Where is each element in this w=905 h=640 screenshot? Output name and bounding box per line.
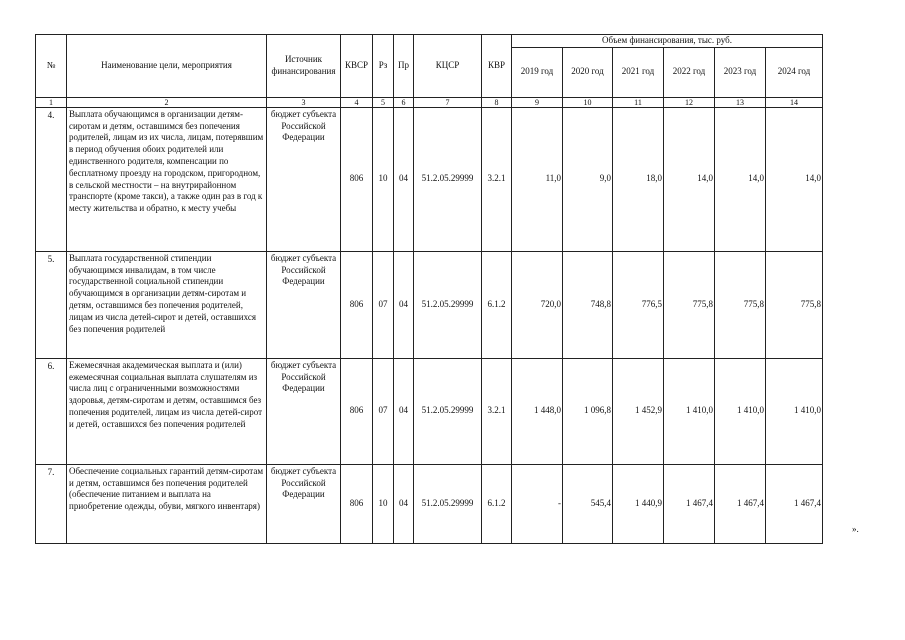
row-pr: 04 (394, 464, 414, 543)
closing-quote-mark: ». (852, 524, 859, 534)
row-name: Ежемесячная академическая выплата и (или) ежемесячная социальная выплата слушателям из числа лиц с ограниченными возможностями здоровья, детям-сиротам и детям, оставшимся без попечения родителей, лицам из числа детей-сирот и детей, оставшихся без попечения родителей (67, 358, 267, 464)
row-value-2024: 1 410,0 (766, 358, 823, 464)
row-value-2021: 1 440,9 (613, 464, 664, 543)
row-value-2023: 14,0 (715, 107, 766, 251)
header-kvsr: КВСР (341, 35, 373, 98)
header-funding-group: Объем финансирования, тыс. руб. (512, 35, 823, 48)
row-rz: 07 (373, 358, 394, 464)
row-value-2022: 14,0 (664, 107, 715, 251)
column-number: 13 (715, 97, 766, 107)
column-number: 11 (613, 97, 664, 107)
column-number: 3 (267, 97, 341, 107)
column-number: 1 (36, 97, 67, 107)
row-rz: 10 (373, 464, 394, 543)
funding-table-container (35, 34, 823, 544)
row-value-2020: 1 096,8 (563, 358, 613, 464)
column-number: 12 (664, 97, 715, 107)
row-value-2020: 748,8 (563, 251, 613, 358)
table-row (36, 358, 823, 464)
row-kcsr: 51.2.05.29999 (414, 464, 482, 543)
row-value-2021: 776,5 (613, 251, 664, 358)
header-pr: Пр (394, 35, 414, 98)
row-value-2023: 1 467,4 (715, 464, 766, 543)
table-row (36, 107, 823, 251)
row-kcsr: 51.2.05.29999 (414, 251, 482, 358)
row-source: бюджет субъекта Российской Федерации (267, 107, 341, 251)
row-kcsr: 51.2.05.29999 (414, 107, 482, 251)
row-value-2020: 545,4 (563, 464, 613, 543)
funding-table (35, 34, 823, 544)
header-source: Источник финансирования (267, 35, 341, 98)
column-number: 2 (67, 97, 267, 107)
column-number: 5 (373, 97, 394, 107)
row-pr: 04 (394, 251, 414, 358)
column-number: 4 (341, 97, 373, 107)
row-value-2024: 14,0 (766, 107, 823, 251)
column-number: 14 (766, 97, 823, 107)
row-number: 5. (36, 251, 67, 358)
row-source: бюджет субъекта Российской Федерации (267, 251, 341, 358)
row-number: 7. (36, 464, 67, 543)
row-number: 6. (36, 358, 67, 464)
row-value-2020: 9,0 (563, 107, 613, 251)
row-source: бюджет субъекта Российской Федерации (267, 464, 341, 543)
row-kvsr: 806 (341, 107, 373, 251)
header-year: 2020 год (563, 47, 613, 97)
row-number: 4. (36, 107, 67, 251)
header-kvr: КВР (482, 35, 512, 98)
header-year: 2021 год (613, 47, 664, 97)
column-number: 7 (414, 97, 482, 107)
row-value-2019: 1 448,0 (512, 358, 563, 464)
row-kvsr: 806 (341, 464, 373, 543)
row-kvr: 3.2.1 (482, 358, 512, 464)
row-value-2022: 1 467,4 (664, 464, 715, 543)
column-number: 10 (563, 97, 613, 107)
row-kvsr: 806 (341, 358, 373, 464)
row-pr: 04 (394, 107, 414, 251)
row-kvr: 6.1.2 (482, 251, 512, 358)
column-number: 8 (482, 97, 512, 107)
row-value-2021: 1 452,9 (613, 358, 664, 464)
row-kcsr: 51.2.05.29999 (414, 358, 482, 464)
header-name: Наименование цели, мероприятия (67, 35, 267, 98)
row-value-2021: 18,0 (613, 107, 664, 251)
header-kcsr: КЦСР (414, 35, 482, 98)
table-row (36, 251, 823, 358)
row-name: Выплата обучающимся в организации детям-сиротам и детям, оставшимся без попечения родителей, лицам из их числа, лицам, потерявшим в период обучения обоих родителей или единственного родителя, компенсации по бесплатному проезду на городском, пригородном, в сельской местности – на внутрирайонном транспорте (кроме такси), а также один раз в год к месту жительства и обратно, к месту учебы (67, 107, 267, 251)
row-name: Обеспечение социальных гарантий детям-сиротам и детям, оставшимся без попечения родителей (обеспечение питанием и выплата на приобретение одежды, обуви, мягкого инвентаря) (67, 464, 267, 543)
row-rz: 10 (373, 107, 394, 251)
header-year: 2019 год (512, 47, 563, 97)
row-value-2019: 720,0 (512, 251, 563, 358)
row-value-2024: 775,8 (766, 251, 823, 358)
row-value-2022: 1 410,0 (664, 358, 715, 464)
header-rz: Рз (373, 35, 394, 98)
row-value-2019: 11,0 (512, 107, 563, 251)
row-pr: 04 (394, 358, 414, 464)
column-number-row (36, 97, 823, 107)
row-value-2019: - (512, 464, 563, 543)
row-kvr: 3.2.1 (482, 107, 512, 251)
header-year: 2024 год (766, 47, 823, 97)
row-value-2024: 1 467,4 (766, 464, 823, 543)
header-year: 2023 год (715, 47, 766, 97)
column-number: 6 (394, 97, 414, 107)
row-kvsr: 806 (341, 251, 373, 358)
header-no: № (36, 35, 67, 98)
column-number: 9 (512, 97, 563, 107)
row-value-2022: 775,8 (664, 251, 715, 358)
table-row (36, 464, 823, 543)
row-kvr: 6.1.2 (482, 464, 512, 543)
row-source: бюджет субъекта Российской Федерации (267, 358, 341, 464)
row-value-2023: 1 410,0 (715, 358, 766, 464)
row-rz: 07 (373, 251, 394, 358)
row-name: Выплата государственной стипендии обучающимся инвалидам, в том числе государственной социальной стипендии обучающимся в организации детям-сиротам и детям, оставшимся без попечения родителей, лицам из числа детей-сирот и детей, оставшихся без попечения родителей (67, 251, 267, 358)
row-value-2023: 775,8 (715, 251, 766, 358)
header-year: 2022 год (664, 47, 715, 97)
